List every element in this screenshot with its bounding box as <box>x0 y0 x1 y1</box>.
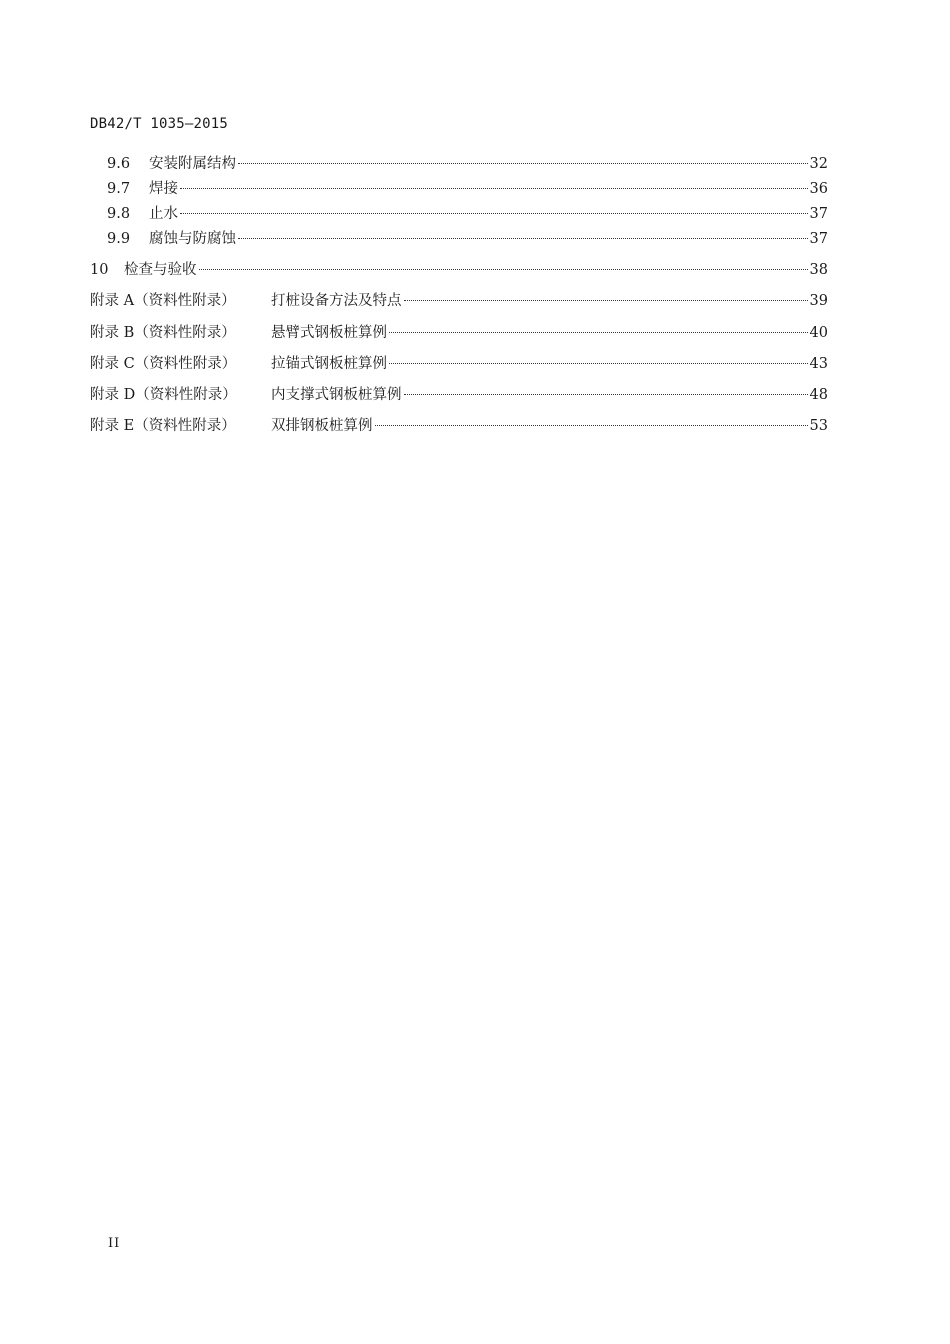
toc-entry-number: 9.6 <box>107 156 131 172</box>
toc-entry-title: 打桩设备方法及特点 <box>271 293 402 309</box>
toc-dot-leader <box>180 213 808 214</box>
toc-entry-9-9[interactable] <box>90 227 828 251</box>
toc-entry-number: 附录 B（资料性附录） <box>90 325 236 341</box>
toc-entry-title: 止水 <box>149 206 178 222</box>
toc-entry-number: 9.7 <box>107 181 131 197</box>
toc-entry-page: 48 <box>809 387 828 403</box>
toc-entry-title: 焊接 <box>149 181 178 197</box>
toc-dot-leader <box>375 425 808 426</box>
toc-entry-title: 悬臂式钢板桩算例 <box>271 325 387 341</box>
toc-entry-appendix-c[interactable] <box>90 352 828 376</box>
toc-entry-page: 40 <box>809 325 828 341</box>
toc-entry-number: 9.8 <box>107 206 131 222</box>
toc-dot-leader <box>238 163 808 164</box>
toc-dot-leader <box>389 363 808 364</box>
toc-dot-leader <box>238 238 808 239</box>
toc-entry-appendix-e[interactable] <box>90 414 828 438</box>
toc-entry-number: 附录 C（资料性附录） <box>90 356 237 372</box>
toc-entry-title: 检查与验收 <box>124 262 197 278</box>
toc-entry-title: 腐蚀与防腐蚀 <box>149 231 236 247</box>
toc-entry-number: 附录 A（资料性附录） <box>90 293 236 309</box>
toc-entry-title: 安装附属结构 <box>149 156 236 172</box>
toc-entry-appendix-d[interactable] <box>90 383 828 407</box>
toc-dot-leader <box>404 394 808 395</box>
toc-entry-9-8[interactable] <box>90 202 828 226</box>
toc-dot-leader <box>180 188 808 189</box>
toc-entry-number: 9.9 <box>107 231 131 247</box>
page-number-footer: II <box>108 1236 121 1251</box>
toc-entry-page: 36 <box>809 181 828 197</box>
toc-entry-number: 附录 E（资料性附录） <box>90 418 236 434</box>
toc-entry-appendix-b[interactable] <box>90 321 828 345</box>
toc-entry-page: 43 <box>809 356 828 372</box>
toc-entry-page: 53 <box>809 418 828 434</box>
toc-entry-10[interactable] <box>90 258 828 282</box>
toc-entry-9-7[interactable] <box>90 177 828 201</box>
toc-entry-9-6[interactable] <box>90 152 828 176</box>
toc-dot-leader <box>199 269 808 270</box>
document-code-header: DB42/T 1035—2015 <box>90 116 229 132</box>
toc-entry-page: 39 <box>809 293 828 309</box>
toc-entry-number: 10 <box>90 262 109 278</box>
toc-dot-leader <box>389 332 808 333</box>
toc-entry-title: 拉锚式钢板桩算例 <box>271 356 387 372</box>
toc-dot-leader <box>404 300 808 301</box>
toc-entry-number: 附录 D（资料性附录） <box>90 387 237 403</box>
toc-entry-page: 38 <box>809 262 828 278</box>
toc-entry-title: 内支撑式钢板桩算例 <box>271 387 402 403</box>
toc-entry-page: 37 <box>809 206 828 222</box>
toc-entry-appendix-a[interactable] <box>90 289 828 313</box>
toc-entry-title: 双排钢板桩算例 <box>271 418 373 434</box>
toc-entry-page: 32 <box>809 156 828 172</box>
toc-entry-page: 37 <box>809 231 828 247</box>
